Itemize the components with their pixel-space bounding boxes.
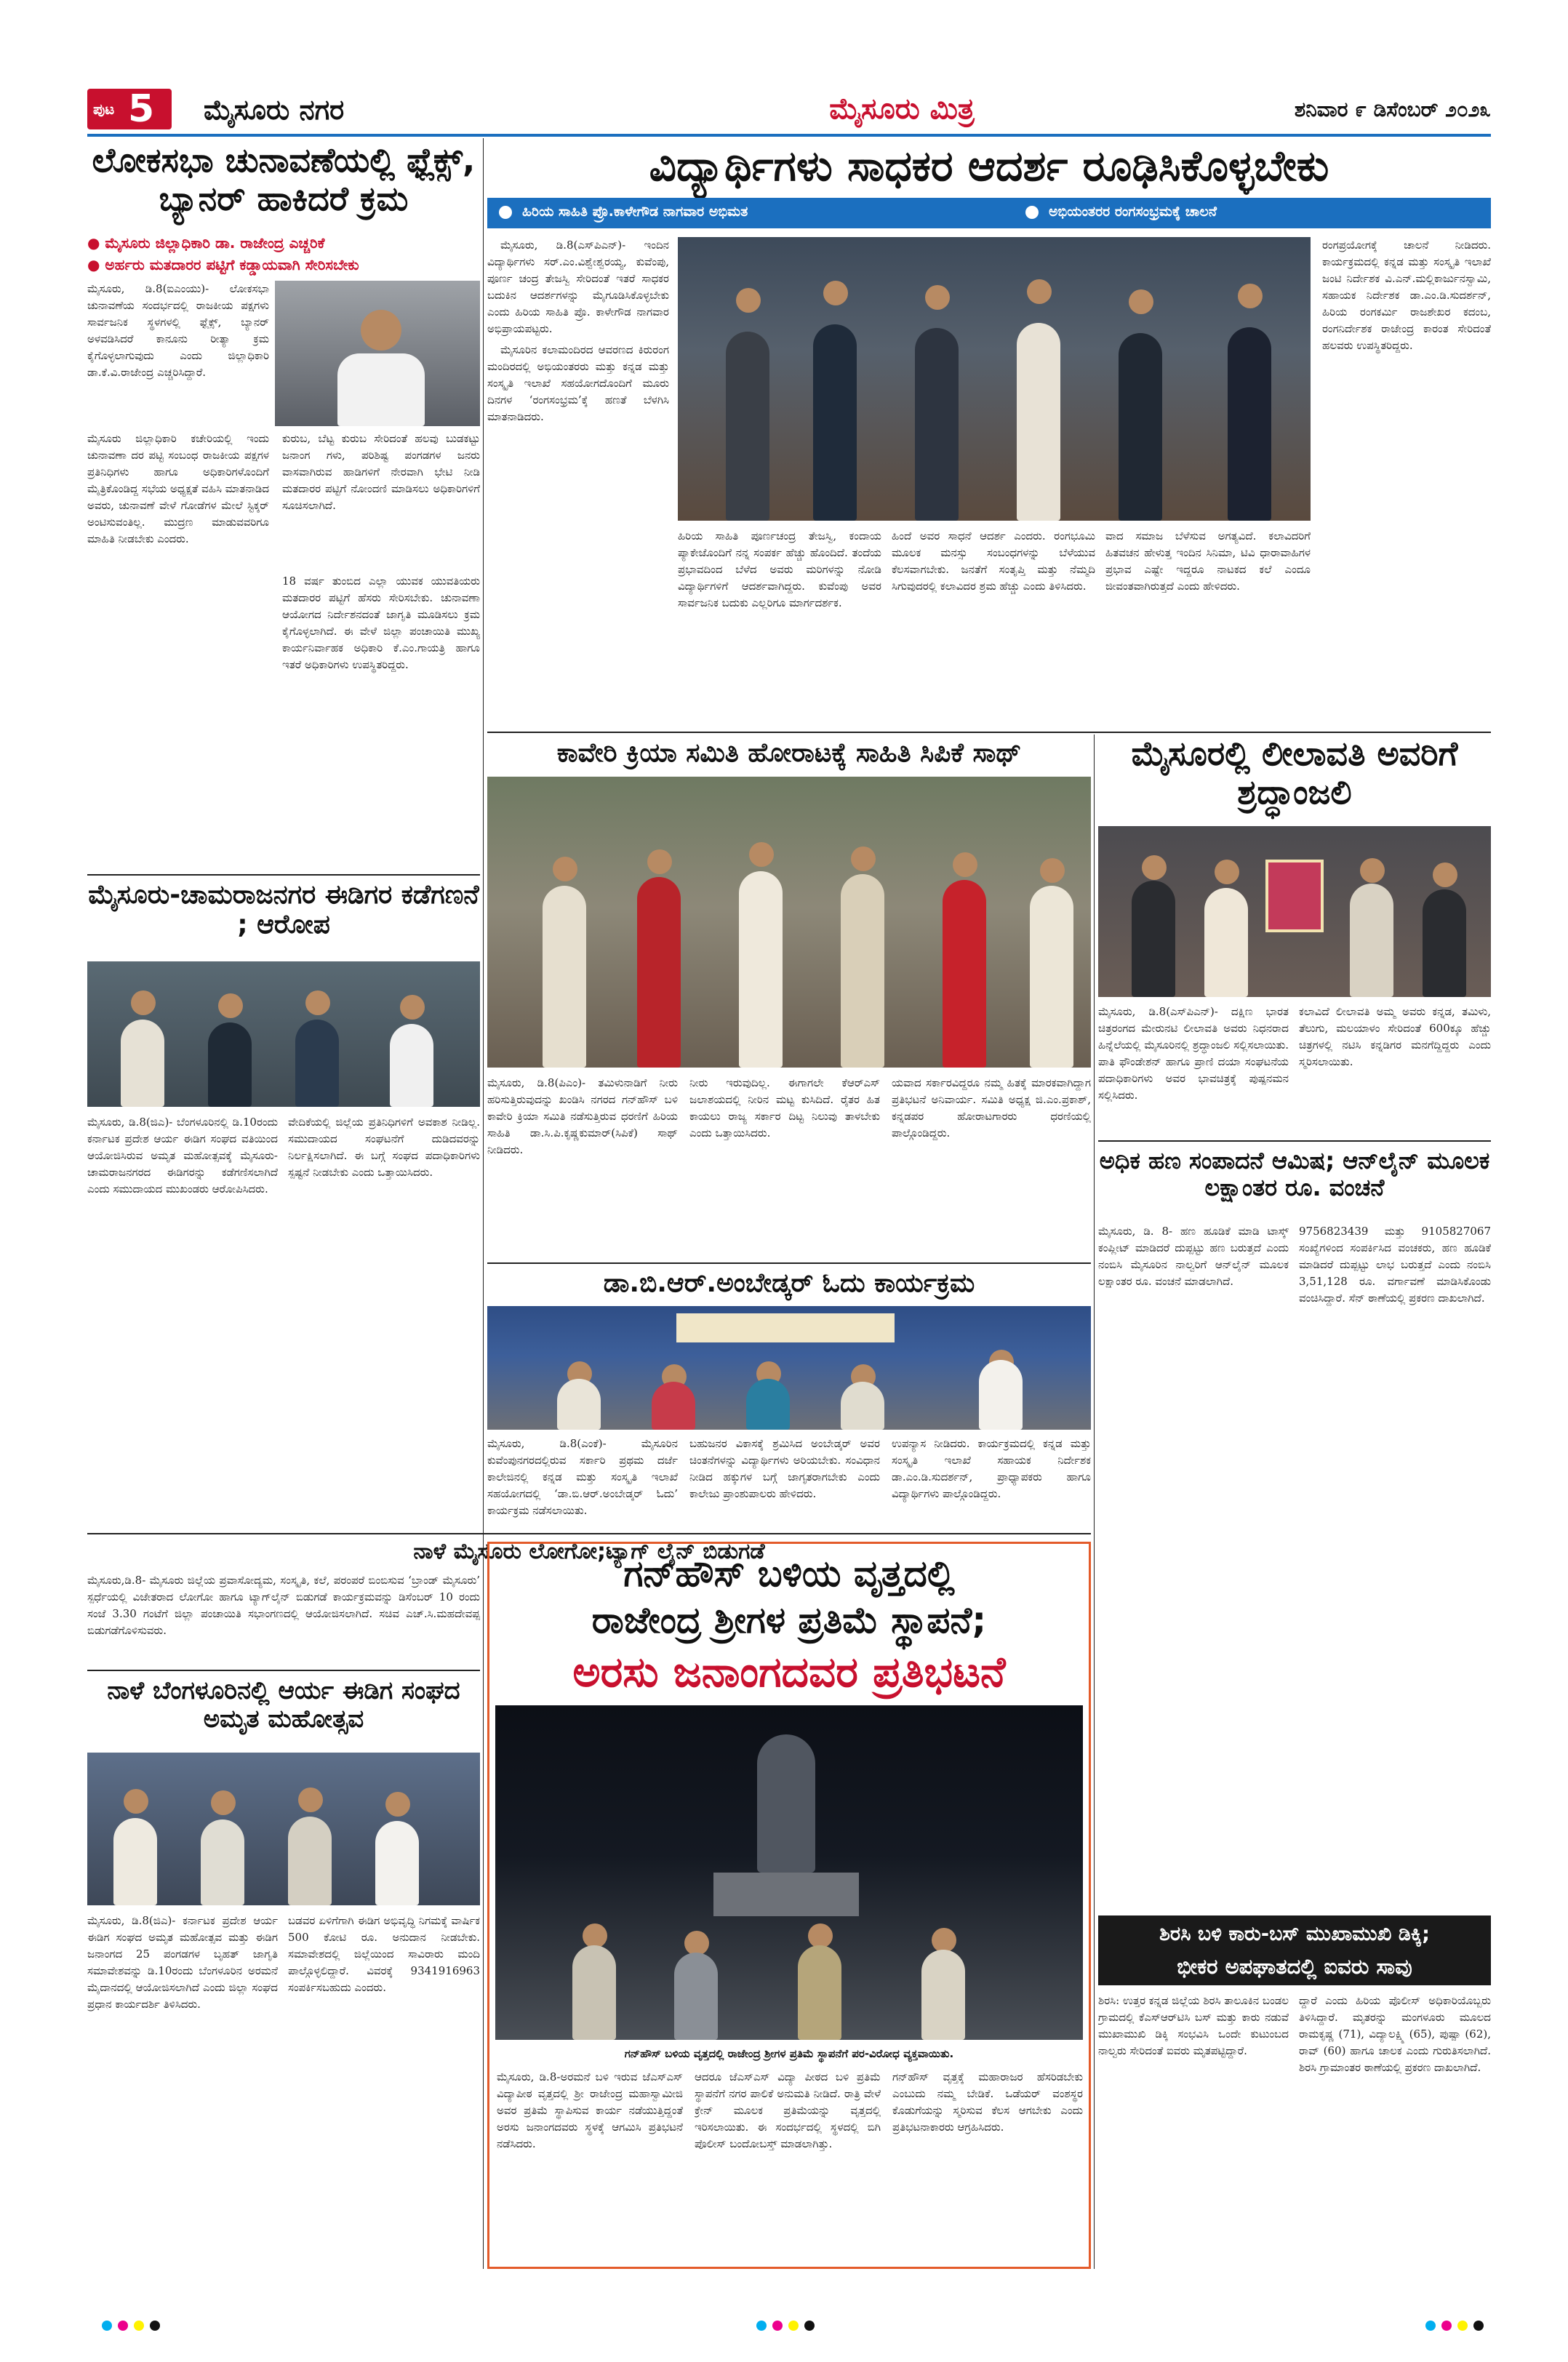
lokasabha-bullet-1: ● ಮೈಸೂರು ಜಿಲ್ಲಾಧಿಕಾರಿ ಡಾ. ರಾಜೇಂದ್ರ ಎಚ್ಚರಿಕೆ bbox=[87, 234, 325, 252]
lead-text-col1-p1: ಮೈಸೂರು, ಡಿ.8(ಎಸ್‌ಪಿಎನ್)- ಇಂದಿನ ವಿದ್ಯಾರ್ಥಿಗಳು ಸರ್.ಎಂ.ವಿಶ್ವೇಶ್ವರಯ್ಯ, ಕುವೆಂಪು, ಪೂರ್ಣ ಚಂದ್ರ ತೇಜಸ್ವಿ ಸೇರಿದಂತೆ ಇತರೆ ಸಾಧಕರ ಬದುಕಿನ ಆದರ್ಶಗಳನ್ನು ಮೈಗೂಡಿಸಿಕೊಳ್ಳಬೇಕು ಎಂದು ಹಿರಿಯ ಸಾಹಿತಿ ಪ್ರೊ. ಕಾಳೇಗೌಡ ನಾಗವಾರ ಅಭಿಪ್ರಾಯಪಟ್ಟರು. bbox=[487, 239, 669, 335]
accident-headline-1: ಶಿರಸಿ ಬಳಿ ಕಾರು-ಬಸ್ ಮುಖಾಮುಖಿ ಡಿಕ್ಕಿ; bbox=[1159, 1923, 1430, 1945]
page-number-badge bbox=[87, 89, 172, 129]
lead-bullet-1: ಹಿರಿಯ ಸಾಹಿತಿ ಪ್ರೊ.ಕಾಳೇಗೌಡ ನಾಗವಾರ ಅಭಿಮತ bbox=[522, 204, 748, 220]
arya-ediga-photo bbox=[87, 1753, 480, 1905]
leelavathi-text-2: ಕಲಾವಿದೆ ಲೀಲಾವತಿ ಅಮ್ಮ ಅವರು ಕನ್ನಡ, ತಮಿಳು, ತೆಲುಗು, ಮಲಯಾಳಂ ಸೇರಿದಂತೆ 600ಕ್ಕೂ ಹೆಚ್ಚು ಚಿತ್ರಗಳಲ್ಲಿ ನಟಿಸಿ ಕನ್ನಡಿಗರ ಮನಗೆದ್ದಿದ್ದರು ಎಂದು ಸ್ಮರಿಸಲಾಯಿತು. bbox=[1299, 1005, 1491, 1068]
lead-bottom-rule bbox=[487, 732, 1491, 733]
col-rule-2 bbox=[1094, 734, 1095, 2269]
lead-text-col1-p2: ಮೈಸೂರಿನ ಕಲಾಮಂದಿರದ ಆವರಣದ ಕಿರುರಂಗ ಮಂದಿರದಲ್ಲಿ ಅಭಿಯಂತರರು ಮತ್ತು ಕನ್ನಡ ಮತ್ತು ಸಂಸ್ಕೃತಿ ಇಲಾಖೆ ಸಹಯೋಗದೊಂದಿಗೆ ಮೂರು ದಿನಗಳ ‘ರಂಗಸಂಭ್ರಮ’ಕ್ಕೆ ಹಣತೆ ಬೆಳಗಿಸಿ ಮಾತನಾಡಿದರು. bbox=[487, 343, 669, 423]
cauvery-article bbox=[487, 734, 1091, 1262]
online-fraud-headline: ಅಧಿಕ ಹಣ ಸಂಪಾದನೆ ಆಮಿಷ; ಆನ್‌ಲೈನ್ ಮೂಲಕ ಲಕ್ಷಾಂತರ ರೂ. ವಂಚನೆ bbox=[1099, 1147, 1490, 1201]
arya-ediga-text-2: ಬಡವರ ಏಳಿಗೆಗಾಗಿ ಈಡಿಗ ಅಭಿವೃದ್ಧಿ ನಿಗಮಕ್ಕೆ ವಾರ್ಷಿಕ 500 ಕೋಟಿ ರೂ. ಅನುದಾನ ನೀಡಬೇಕು. ಸಮಾವೇಶದಲ್ಲಿ ಜಿಲ್ಲೆಯಿಂದ ಸಾವಿರಾರು ಮಂದಿ ಪಾಲ್ಗೊಳ್ಳಲಿದ್ದಾರೆ. ವಿವರಕ್ಕೆ 9341916963 ಸಂಪರ್ಕಿಸಬಹುದು ಎಂದರು. bbox=[288, 1914, 480, 1994]
leelavathi-text-1: ಮೈಸೂರು, ಡಿ.8(ಎಸ್‌ಪಿಎನ್)- ದಕ್ಷಿಣ ಭಾರತ ಚಿತ್ರರಂಗದ ಮೇರುನಟಿ ಲೀಲಾವತಿ ಅವರು ನಿಧನರಾದ ಹಿನ್ನೆಲೆಯಲ್ಲಿ ಮೈಸೂರಿನಲ್ಲಿ ಶ್ರದ್ಧಾಂಜಲಿ ಸಲ್ಲಿಸಲಾಯಿತು. ಪಾತಿ ಫೌಂಡೇಶನ್ ಹಾಗೂ ಪ್ರಾಣಿ ದಯಾ ಸಂಘಟನೆಯ ಪದಾಧಿಕಾರಿಗಳು ಅವರ ಭಾವಚಿತ್ರಕ್ಕೆ ಪುಷ್ಪನಮನ ಸಲ್ಲಿಸಿದರು. bbox=[1098, 1005, 1289, 1102]
lokasabha-text-4: 18 ವರ್ಷ ತುಂಬಿದ ಎಲ್ಲಾ ಯುವಕ ಯುವತಿಯರು ಮತದಾರರ ಪಟ್ಟಿಗೆ ಹೆಸರು ಸೇರಿಸಬೇಕು. ಚುನಾವಣಾ ಆಯೋಗದ ನಿರ್ದೇಶನದಂತೆ ಜಾಗೃತಿ ಮೂಡಿಸಲು ಕ್ರಮ ಕೈಗೊಳ್ಳಲಾಗಿದೆ. ಈ ವೇಳೆ ಜಿಲ್ಲಾ ಪಂಚಾಯಿತಿ ಮುಖ್ಯ ಕಾರ್ಯನಿರ್ವಾಹಕ ಅಧಿಕಾರಿ ಕೆ.ಎಂ.ಗಾಯತ್ರಿ ಹಾಗೂ ಇತರೆ ಅಧಿಕಾರಿಗಳು ಉಪಸ್ಥಿತರಿದ್ದರು. bbox=[282, 575, 480, 671]
gunhouse-caption: ಗನ್‌ಹೌಸ್ ಬಳಿಯ ವೃತ್ತದಲ್ಲಿ ರಾಜೇಂದ್ರ ಶ್ರೀಗಳ ಪ್ರತಿಮೆ ಸ್ಥಾಪನೆಗೆ ಪರ-ವಿರೋಧ ವ್ಯಕ್ತವಾಯಿತು. bbox=[624, 2047, 954, 2060]
lead-bullet-icon-1 bbox=[499, 206, 512, 219]
page-label: ಪುಟ bbox=[93, 100, 115, 118]
gunhouse-headline-2: ರಾಜೇಂದ್ರ ಶ್ರೀಗಳ ಪ್ರತಿಮೆ ಸ್ಥಾಪನೆ; bbox=[591, 1599, 987, 1641]
arya-ediga-top-rule bbox=[87, 1670, 480, 1671]
lead-subbar bbox=[487, 198, 1491, 228]
ambedkar-banner bbox=[676, 1313, 895, 1342]
ambedkar-headline: ಡಾ.ಬಿ.ಆರ್.ಅಂಬೇಡ್ಕರ್ ಓದು ಕಾರ್ಯಕ್ರಮ bbox=[603, 1268, 975, 1298]
logo-launch-text: ಮೈಸೂರು,ಡಿ.8- ಮೈಸೂರು ಜಿಲ್ಲೆಯ ಪ್ರವಾಸೋದ್ಯಮ, ಸಂಸ್ಕೃತಿ, ಕಲೆ, ಪರಂಪರೆ ಬಿಂಬಿಸುವ ‘ಬ್ರಾಂಡ್ ಮೈಸೂರು’ ಸ್ಪರ್ಧೆಯಲ್ಲಿ ವಿಜೇತರಾದ ಲೋಗೋ ಹಾಗೂ ಟ್ಯಾಗ್‌ಲೈನ್ ಬಿಡುಗಡೆ ಕಾರ್ಯಕ್ರಮವನ್ನು ಡಿಸೆಂಬರ್ 10 ರಂದು ಸಂಜೆ 3.30 ಗಂಟೆಗೆ ಜಿಲ್ಲಾ ಪಂಚಾಯಿತಿ ಸಭಾಂಗಣದಲ್ಲಿ ಆಯೋಜಿಸಲಾಗಿದೆ. ಸಚಿವ ಎಚ್.ಸಿ.ಮಹದೇವಪ್ಪ ಬಿಡುಗಡೆಗೊಳಿಸುವರು. bbox=[87, 1574, 480, 1637]
lead-photo bbox=[678, 237, 1311, 521]
gunhouse-photo bbox=[495, 1705, 1083, 2040]
masthead bbox=[87, 87, 1491, 132]
statue-pedestal bbox=[713, 1873, 859, 1916]
lokasabha-bullet-1-text: ಮೈಸೂರು ಜಿಲ್ಲಾಧಿಕಾರಿ ಡಾ. ರಾಜೇಂದ್ರ ಎಚ್ಚರಿಕೆ bbox=[105, 234, 325, 252]
gunhouse-text-3: ಗನ್‌ಹೌಸ್ ವೃತ್ತಕ್ಕೆ ಮಹಾರಾಜರ ಹೆಸರಿಡಬೇಕು ಎಂಬುದು ನಮ್ಮ ಬೇಡಿಕೆ. ಒಡೆಯರ್ ವಂಶಸ್ಥರ ಕೊಡುಗೆಯನ್ನು ಸ್ಮರಿಸುವ ಕೆಲಸ ಆಗಬೇಕು ಎಂದು ಪ್ರತಿಭಟನಾಕಾರರು ಆಗ್ರಹಿಸಿದರು. bbox=[892, 2070, 1083, 2134]
gunhouse-headline-3: ಅರಸು ಜನಾಂಗದವರ ಪ್ರತಿಭಟನೆ bbox=[572, 1647, 1006, 1697]
arya-ediga-article bbox=[87, 1673, 480, 2269]
accident-headline-2: ಭೀಕರ ಅಪಘಾತದಲ್ಲಿ ಐವರು ಸಾವು bbox=[1177, 1954, 1412, 1979]
online-fraud-text-1: ಮೈಸೂರು, ಡಿ. 8- ಹಣ ಹೂಡಿಕೆ ಮಾಡಿ ಟಾಸ್ಕ್ ಕಂಪ್ಲೀಟ್ ಮಾಡಿದರೆ ದುಪ್ಪಟ್ಟು ಹಣ ಬರುತ್ತದೆ ಎಂದು ನಂಬಿಸಿ ಮೈಸೂರಿನ ನಾಲ್ವರಿಗೆ ಆನ್‌ಲೈನ್ ಮೂಲಕ ಲಕ್ಷಾಂತರ ರೂ. ವಂಚನೆ ಮಾಡಲಾಗಿದೆ. bbox=[1098, 1225, 1289, 1288]
leelavathi-photo bbox=[1098, 826, 1491, 997]
chamarajanagar-top-rule bbox=[87, 874, 480, 876]
chamarajanagar-text-2: ವೇದಿಕೆಯಲ್ಲಿ ಜಿಲ್ಲೆಯ ಪ್ರತಿನಿಧಿಗಳಿಗೆ ಅವಕಾಶ ನೀಡಿಲ್ಲ. ಸಮುದಾಯದ ಸಂಘಟನೆಗೆ ದುಡಿದವರನ್ನು ನಿರ್ಲಕ್ಷಿಸಲಾಗಿದೆ. ಈ ಬಗ್ಗೆ ಸಂಘದ ಪದಾಧಿಕಾರಿಗಳು ಸ್ಪಷ್ಟನೆ ನೀಡಬೇಕು ಎಂದು ಒತ್ತಾಯಿಸಿದರು. bbox=[288, 1116, 480, 1179]
lokasabha-text-3: ಕುರುಬ, ಬೆಟ್ಟ ಕುರುಬ ಸೇರಿದಂತೆ ಹಲವು ಬುಡಕಟ್ಟು ಜನಾಂಗ ಗಳು, ಪರಿಶಿಷ್ಟ ಪಂಗಡಗಳ ಜನರು ವಾಸವಾಗಿರುವ ಹಾಡಿಗಳಿಗೆ ನೇರವಾಗಿ ಭೇಟಿ ನೀಡಿ ಮತದಾರರ ಪಟ್ಟಿಗೆ ನೋಂದಣಿ ಮಾಡಿಸಲು ಅಧಿಕಾರಿಗಳಿಗೆ ಸೂಚಿಸಲಾಗಿದೆ. bbox=[282, 432, 480, 512]
chamarajanagar-photo bbox=[87, 961, 480, 1107]
paper-name: ಮೈಸೂರು ಮಿತ್ರ bbox=[829, 92, 975, 126]
col-rule-1 bbox=[483, 138, 484, 2269]
registration-marks-right bbox=[1425, 2320, 1513, 2334]
registration-marks-left bbox=[102, 2320, 189, 2334]
chamarajanagar-text-1: ಮೈಸೂರು, ಡಿ.8(ಜಿಎ)- ಬೆಂಗಳೂರಿನಲ್ಲಿ ಡಿ.10ರಂದು ಕರ್ನಾಟಕ ಪ್ರದೇಶ ಆರ್ಯ ಈಡಿಗ ಸಂಘದ ವತಿಯಿಂದ ಆಯೋಜಿಸಿರುವ ಅಮೃತ ಮಹೋತ್ಸವಕ್ಕೆ ಮೈಸೂರು-ಚಾಮರಾಜನಗರದ ಈಡಿಗರನ್ನು ಕಡೆಗಣಿಸಲಾಗಿದೆ ಎಂದು ಸಮುದಾಯದ ಮುಖಂಡರು ಆರೋಪಿಸಿದರು. bbox=[87, 1116, 278, 1196]
ambedkar-photo bbox=[487, 1306, 1091, 1430]
registration-marks-center bbox=[756, 2320, 844, 2334]
arya-ediga-headline: ನಾಳೆ ಬೆಂಗಳೂರಿನಲ್ಲಿ ಆರ್ಯ ಈಡಿಗ ಸಂಘದ ಅಮೃತ ಮಹೋತ್ಸವ bbox=[107, 1676, 460, 1734]
lead-headline: ವಿದ್ಯಾರ್ಥಿಗಳು ಸಾಧಕರ ಆದರ್ಶ ರೂಢಿಸಿಕೊಳ್ಳಬೇಕು bbox=[649, 141, 1329, 191]
online-fraud-article bbox=[1098, 1143, 1491, 1914]
logo-launch-headline: ನಾಳೆ ಮೈಸೂರು ಲೋಗೋ;ಟ್ಯಾಗ್ ಲೈನ್ ಬಿಡುಗಡೆ bbox=[413, 1539, 765, 1564]
lead-text-col3: ಹಿಂದೆ ಅವರ ಸಾಧನೆ ಆದರ್ಶ ಎಂದರು. ರಂಗಭೂಮಿ ಮೂಲಕ ಮನಸ್ಸು ಸಂಬಂಧಗಳನ್ನು ಬೆಳೆಯುವ ಕೆಲಸವಾಗಬೇಕು. ಜನತೆಗೆ ಸಂತೃಪ್ತಿ ಮತ್ತು ನೆಮ್ಮದಿ ಸಿಗುವುದರಲ್ಲಿ ಕಲಾವಿದರ ಶ್ರಮ ಹೆಚ್ಚು ಎಂದು ತಿಳಿಸಿದರು. bbox=[892, 529, 1095, 593]
ambedkar-text-3: ಉಪನ್ಯಾಸ ನೀಡಿದರು. ಕಾರ್ಯಕ್ರಮದಲ್ಲಿ ಕನ್ನಡ ಮತ್ತು ಸಂಸ್ಕೃತಿ ಇಲಾಖೆ ಸಹಾಯಕ ನಿರ್ದೇಶಕ ಡಾ.ಎಂ.ಡಿ.ಸುದರ್ಶನ್, ಪ್ರಾಧ್ಯಾಪಕರು ಹಾಗೂ ವಿದ್ಯಾರ್ಥಿಗಳು ಪಾಲ್ಗೊಂಡಿದ್ದರು. bbox=[892, 1437, 1091, 1500]
lokasabha-text-1: ಮೈಸೂರು, ಡಿ.8(ಐಎಂಯು)- ಲೋಕಸಭಾ ಚುನಾವಣೆಯ ಸಂದರ್ಭದಲ್ಲಿ ರಾಜಕೀಯ ಪಕ್ಷಗಳು ಸಾರ್ವಜನಿಕ ಸ್ಥಳಗಳಲ್ಲಿ ಫ್ಲೆಕ್ಸ್, ಬ್ಯಾನರ್ ಅಳವಡಿಸಿದರೆ ಕಾನೂನು ರೀತ್ಯಾ ಕ್ರಮ ಕೈಗೊಳ್ಳಲಾಗುವುದು ಎಂದು ಜಿಲ್ಲಾಧಿಕಾರಿ ಡಾ.ಕೆ.ವಿ.ರಾಜೇಂದ್ರ ಎಚ್ಚರಿಸಿದ್ದಾರೆ. bbox=[87, 282, 269, 379]
issue-date: ಶನಿವಾರ ೯ ಡಿಸೆಂಬರ್ ೨೦೨೩ bbox=[1294, 97, 1491, 121]
accident-article bbox=[1098, 1915, 1491, 2269]
lokasabha-bullet-2-text: ಅರ್ಹರು ಮತದಾರರ ಪಟ್ಟಿಗೆ ಕಡ್ಡಾಯವಾಗಿ ಸೇರಿಸಬೇಕು bbox=[105, 256, 359, 273]
lokasabha-photo-dc bbox=[275, 281, 480, 426]
arya-ediga-text-1: ಮೈಸೂರು, ಡಿ.8(ಜಿಎ)- ಕರ್ನಾಟಕ ಪ್ರದೇಶ ಆರ್ಯ ಈಡಿಗ ಸಂಘದ ಅಮೃತ ಮಹೋತ್ಸವ ಮತ್ತು ಈಡಿಗ ಜನಾಂಗದ 25 ಪಂಗಡಗಳ ಬೃಹತ್ ಜಾಗೃತಿ ಸಮಾವೇಶವನ್ನು ಡಿ.10ರಂದು ಬೆಂಗಳೂರಿನ ಅರಮನೆ ಮೈದಾನದಲ್ಲಿ ಆಯೋಜಿಸಲಾಗಿದೆ ಎಂದು ಜಿಲ್ಲಾ ಸಂಘದ ಪ್ರಧಾನ ಕಾರ್ಯದರ್ಶಿ ತಿಳಿಸಿದರು. bbox=[87, 1914, 278, 2011]
section-title: ಮೈಸೂರು ನಗರ bbox=[204, 94, 345, 126]
gunhouse-article bbox=[487, 1542, 1091, 2269]
cauvery-text-2: ನೀರು ಇರುವುದಿಲ್ಲ. ಈಗಾಗಲೇ ಕೆಆರ್‌ಎಸ್ ಜಲಾಶಯದಲ್ಲಿ ನೀರಿನ ಮಟ್ಟ ಕುಸಿದಿದೆ. ರೈತರ ಹಿತ ಕಾಯಲು ರಾಜ್ಯ ಸರ್ಕಾರ ದಿಟ್ಟ ನಿಲುವು ತಾಳಬೇಕು ಎಂದು ಒತ್ತಾಯಿಸಿದರು. bbox=[689, 1076, 880, 1140]
leelavathi-headline: ಮೈಸೂರಲ್ಲಿ ಲೀಲಾವತಿ ಅವರಿಗೆ ಶ್ರದ್ಧಾಂಜಲಿ bbox=[1131, 734, 1458, 812]
online-fraud-top-rule bbox=[1098, 1140, 1491, 1142]
chamarajanagar-headline: ಮೈಸೂರು-ಚಾಮರಾಜನಗರ ಈಡಿಗರ ಕಡೆಗಣನೆ ; ಆರೋಪ bbox=[88, 880, 479, 940]
ambedkar-article bbox=[487, 1265, 1091, 1534]
lokasabha-text-2: ಮೈಸೂರು ಜಿಲ್ಲಾಧಿಕಾರಿ ಕಚೇರಿಯಲ್ಲಿ ಇಂದು ಚುನಾವಣಾ ದರ ಪಟ್ಟಿ ಸಂಬಂಧ ರಾಜಕೀಯ ಪಕ್ಷಗಳ ಪ್ರತಿನಿಧಿಗಳು ಹಾಗೂ ಅಧಿಕಾರಿಗಳೊಂದಿಗೆ ಮೈತ್ರಿಕೊಂಡಿದ್ದ ಸಭೆಯ ಅಧ್ಯಕ್ಷತೆ ವಹಿಸಿ ಮಾತನಾಡಿದ ಅವರು, ಚುನಾವಣೆ ವೇಳೆ ಗೋಡೆಗಳ ಮೇಲೆ ಸ್ಟಿಕ್ಕರ್ ಅಂಟಿಸುವಂತಿಲ್ಲ. ಮುದ್ರಣ ಮಾಡುವವರಿಗೂ ಮಾಹಿತಿ ನೀಡಬೇಕು ಎಂದರು. bbox=[87, 432, 269, 545]
accident-headline-box bbox=[1098, 1915, 1491, 1985]
lead-text-col2: ಹಿರಿಯ ಸಾಹಿತಿ ಪೂರ್ಣಚಂದ್ರ ತೇಜಸ್ವಿ, ಕಂದಾಯ ಪ್ಯಾಕೇಜೊಂದಿಗೆ ನನ್ನ ಸಂಪರ್ಕ ಹೆಚ್ಚು ಹೊಂದಿದೆ. ತಂದೆಯ ಪ್ರಭಾವದಿಂದ ಬೆಳೆದ ಅವರು ಮರಿಗಳನ್ನು ನೋಡಿ ವಿದ್ಯಾರ್ಥಿಗಳಿಗೆ ಆದರ್ಶವಾಗಿದ್ದರು. ಕುವೆಂಪು ಅವರ ಸಾರ್ವಜನಿಕ ಬದುಕು ಎಲ್ಲರಿಗೂ ಮಾರ್ಗದರ್ಶಕ. bbox=[678, 529, 881, 609]
gunhouse-text-2: ಆದರೂ ಜೆಎಸ್‌ಎಸ್ ವಿದ್ಯಾ ಪೀಠದ ಬಳಿ ಪ್ರತಿಮೆ ಸ್ಥಾಪನೆಗೆ ನಗರ ಪಾಲಿಕೆ ಅನುಮತಿ ನೀಡಿದೆ. ರಾತ್ರಿ ವೇಳೆ ಕ್ರೇನ್ ಮೂಲಕ ಪ್ರತಿಮೆಯನ್ನು ವೃತ್ತದಲ್ಲಿ ಇರಿಸಲಾಯಿತು. ಈ ಸಂದರ್ಭದಲ್ಲಿ ಸ್ಥಳದಲ್ಲಿ ಬಿಗಿ ಪೊಲೀಸ್ ಬಂದೋಬಸ್ತ್ ಮಾಡಲಾಗಿತ್ತು. bbox=[695, 2070, 881, 2150]
lead-bullet-2: ಅಭಿಯಂತರರ ರಂಗಸಂಭ್ರಮಕ್ಕೆ ಚಾಲನೆ bbox=[1049, 204, 1217, 220]
masthead-rule bbox=[87, 134, 1491, 137]
page-number: 5 bbox=[128, 87, 155, 131]
cauvery-text-3: ಯವಾದ ಸರ್ಕಾರವಿದ್ದರೂ ನಮ್ಮ ಹಿತಕ್ಕೆ ಮಾರಕವಾಗಿದ್ದಾಗ ಪ್ರತಿಭಟನೆ ಅನಿವಾರ್ಯ. ಸಮಿತಿ ಅಧ್ಯಕ್ಷ ಜಿ.ಎಂ.ಪ್ರಕಾಶ್, ಕನ್ನಡಪರ ಹೋರಾಟಗಾರರು ಧರಣಿಯಲ್ಲಿ ಪಾಲ್ಗೊಂಡಿದ್ದರು. bbox=[892, 1076, 1091, 1140]
cauvery-text-1: ಮೈಸೂರು, ಡಿ.8(ಪಿಎಂ)- ತಮಿಳುನಾಡಿಗೆ ನೀರು ಹರಿಸುತ್ತಿರುವುದನ್ನು ಖಂಡಿಸಿ ನಗರದ ಗನ್‌ಹೌಸ್ ಬಳಿ ಕಾವೇರಿ ಕ್ರಿಯಾ ಸಮಿತಿ ನಡೆಸುತ್ತಿರುವ ಧರಣಿಗೆ ಹಿರಿಯ ಸಾಹಿತಿ ಡಾ.ಸಿ.ಪಿ.ಕೃಷ್ಣಕುಮಾರ್(ಸಿಪಿಕೆ) ಸಾಥ್ ನೀಡಿದರು. bbox=[487, 1076, 678, 1156]
online-fraud-text-2: 9756823439 ಮತ್ತು 9105827067 ಸಂಖ್ಯೆಗಳಿಂದ ಸಂಪರ್ಕಿಸಿದ ವಂಚಕರು, ಹಣ ಹೂಡಿಕೆ ಮಾಡಿದರೆ ದುಪ್ಪಟ್ಟು ಲಾಭ ಬರುತ್ತದೆ ಎಂದು ನಂಬಿಸಿ 3,51,128 ರೂ. ವರ್ಗಾವಣೆ ಮಾಡಿಸಿಕೊಂಡು ವಂಚಿಸಿದ್ದಾರೆ. ಸೆನ್ ಠಾಣೆಯಲ್ಲಿ ಪ್ರಕರಣ ದಾಖಲಾಗಿದೆ. bbox=[1299, 1225, 1491, 1305]
ambedkar-text-2: ಬಹುಜನರ ವಿಕಾಸಕ್ಕೆ ಶ್ರಮಿಸಿದ ಅಂಬೇಡ್ಕರ್ ಅವರ ಚಿಂತನೆಗಳನ್ನು ವಿದ್ಯಾರ್ಥಿಗಳು ಅರಿಯಬೇಕು. ಸಂವಿಧಾನ ನೀಡಿದ ಹಕ್ಕುಗಳ ಬಗ್ಗೆ ಜಾಗೃತರಾಗಬೇಕು ಎಂದು ಕಾಲೇಜು ಪ್ರಾಂಶುಪಾಲರು ಹೇಳಿದರು. bbox=[689, 1437, 880, 1500]
cauvery-photo bbox=[487, 777, 1091, 1068]
lead-article bbox=[487, 138, 1491, 731]
ambedkar-top-rule bbox=[487, 1262, 1091, 1264]
lead-bullet-icon-2 bbox=[1025, 206, 1039, 219]
cauvery-headline: ಕಾವೇರಿ ಕ್ರಿಯಾ ಸಮಿತಿ ಹೋರಾಟಕ್ಕೆ ಸಾಹಿತಿ ಸಿಪಿಕೆ ಸಾಥ್ bbox=[556, 738, 1022, 768]
lead-text-col5: ರಂಗಪ್ರಯೋಗಕ್ಕೆ ಚಾಲನೆ ನೀಡಿದರು. ಕಾರ್ಯಕ್ರಮದಲ್ಲಿ ಕನ್ನಡ ಮತ್ತು ಸಂಸ್ಕೃತಿ ಇಲಾಖೆ ಜಂಟಿ ನಿರ್ದೇಶಕ ವಿ.ಎನ್.ಮಲ್ಲಿಕಾರ್ಜುನಸ್ವಾಮಿ, ಸಹಾಯಕ ನಿರ್ದೇಶಕ ಡಾ.ಎಂ.ಡಿ.ಸುದರ್ಶನ್, ಹಿರಿಯ ರಂಗಕರ್ಮಿ ರಾಜಶೇಖರ ಕದಂಬ, ರಂಗನಿರ್ದೇಶಕ ರಾಜೇಂದ್ರ ಕಾರಂತ ಸೇರಿದಂತೆ ಹಲವರು ಉಪಸ್ಥಿತರಿದ್ದರು. bbox=[1322, 239, 1491, 352]
accident-text-1: ಶಿರಸಿ: ಉತ್ತರ ಕನ್ನಡ ಜಿಲ್ಲೆಯ ಶಿರಸಿ ತಾಲೂಕಿನ ಬಂಡಲ ಗ್ರಾಮದಲ್ಲಿ ಕೆಎಸ್‌ಆರ್‌ಟಿಸಿ ಬಸ್ ಮತ್ತು ಕಾರು ನಡುವೆ ಮುಖಾಮುಖಿ ಡಿಕ್ಕಿ ಸಂಭವಿಸಿ ಒಂದೇ ಕುಟುಂಬದ ನಾಲ್ವರು ಸೇರಿದಂತೆ ಐವರು ಮೃತಪಟ್ಟಿದ್ದಾರೆ. bbox=[1098, 1994, 1289, 2057]
lokasabha-bullet-2: ● ಅರ್ಹರು ಮತದಾರರ ಪಟ್ಟಿಗೆ ಕಡ್ಡಾಯವಾಗಿ ಸೇರಿಸಬೇಕು bbox=[87, 256, 359, 273]
accident-text-2: ದ್ದಾರೆ ಎಂದು ಹಿರಿಯ ಪೊಲೀಸ್ ಅಧಿಕಾರಿಯೊಬ್ಬರು ತಿಳಿಸಿದ್ದಾರೆ. ಮೃತರನ್ನು ಮಂಗಳೂರು ಮೂಲದ ರಾಮಕೃಷ್ಣ (71), ವಿದ್ಯಾಲಕ್ಷ್ಮಿ (65), ಪುಷ್ಪಾ (62), ರಾವ್ (60) ಹಾಗೂ ಚಾಲಕ ಎಂದು ಗುರುತಿಸಲಾಗಿದೆ. ಶಿರಸಿ ಗ್ರಾಮಾಂತರ ಠಾಣೆಯಲ್ಲಿ ಪ್ರಕರಣ ದಾಖಲಾಗಿದೆ. bbox=[1299, 1994, 1491, 2074]
gunhouse-headline-1: ಗನ್‌ಹೌಸ್ ಬಳಿಯ ವೃತ್ತದಲ್ಲಿ bbox=[623, 1553, 955, 1595]
leelavathi-portrait bbox=[1265, 860, 1324, 932]
gunhouse-text-1: ಮೈಸೂರು, ಡಿ.8-ಅರಮನೆ ಬಳಿ ಇರುವ ಜೆಎಸ್‌ಎಸ್ ವಿದ್ಯಾಪೀಠ ವೃತ್ತದಲ್ಲಿ ಶ್ರೀ ರಾಜೇಂದ್ರ ಮಹಾಸ್ವಾಮೀಜಿ ಅವರ ಪ್ರತಿಮೆ ಸ್ಥಾಪಿಸುವ ಕಾರ್ಯ ನಡೆಯುತ್ತಿದ್ದಂತೆ ಅರಸು ಜನಾಂಗದವರು ಸ್ಥಳಕ್ಕೆ ಆಗಮಿಸಿ ಪ್ರತಿಭಟನೆ ನಡೆಸಿದರು. bbox=[497, 2070, 683, 2150]
lead-text-col1 bbox=[487, 237, 669, 724]
lokasabha-headline: ಲೋಕಸಭಾ ಚುನಾವಣೆಯಲ್ಲಿ ಫ್ಲೆಕ್ಸ್, ಬ್ಯಾನರ್ ಹಾಕಿದರೆ ಕ್ರಮ bbox=[92, 140, 476, 218]
chamarajanagar-article bbox=[87, 877, 480, 1437]
ambedkar-text-1: ಮೈಸೂರು, ಡಿ.8(ಎಂಕೆ)- ಮೈಸೂರಿನ ಕುವೆಂಪುನಗರದಲ್ಲಿರುವ ಸರ್ಕಾರಿ ಪ್ರಥಮ ದರ್ಜೆ ಕಾಲೇಜಿನಲ್ಲಿ ಕನ್ನಡ ಮತ್ತು ಸಂಸ್ಕೃತಿ ಇಲಾಖೆ ಸಹಯೋಗದಲ್ಲಿ ‘ಡಾ.ಬಿ.ಆರ್.ಅಂಬೇಡ್ಕರ್ ಓದು’ ಕಾರ್ಯಕ್ರಮ ನಡೆಸಲಾಯಿತು. bbox=[487, 1437, 678, 1517]
logo-launch-top-rule bbox=[87, 1533, 1091, 1534]
statue bbox=[757, 1734, 815, 1873]
leelavathi-article bbox=[1098, 734, 1491, 1138]
lokasabha-article bbox=[87, 138, 480, 873]
lead-text-col4: ವಾದ ಸಮಾಜ ಬೆಳೆಸುವ ಅಗತ್ಯವಿದೆ. ಕಲಾವಿದರಿಗೆ ಹಿತವಚನ ಹೇಳುತ್ತ ಇಂದಿನ ಸಿನಿಮಾ, ಟಿವಿ ಧಾರಾವಾಹಿಗಳ ಪ್ರಭಾವ ಎಷ್ಟೇ ಇದ್ದರೂ ನಾಟಕದ ಕಲೆ ಎಂದೂ ಜೀವಂತವಾಗಿರುತ್ತದೆ ಎಂದು ಹೇಳಿದರು. bbox=[1105, 529, 1311, 593]
